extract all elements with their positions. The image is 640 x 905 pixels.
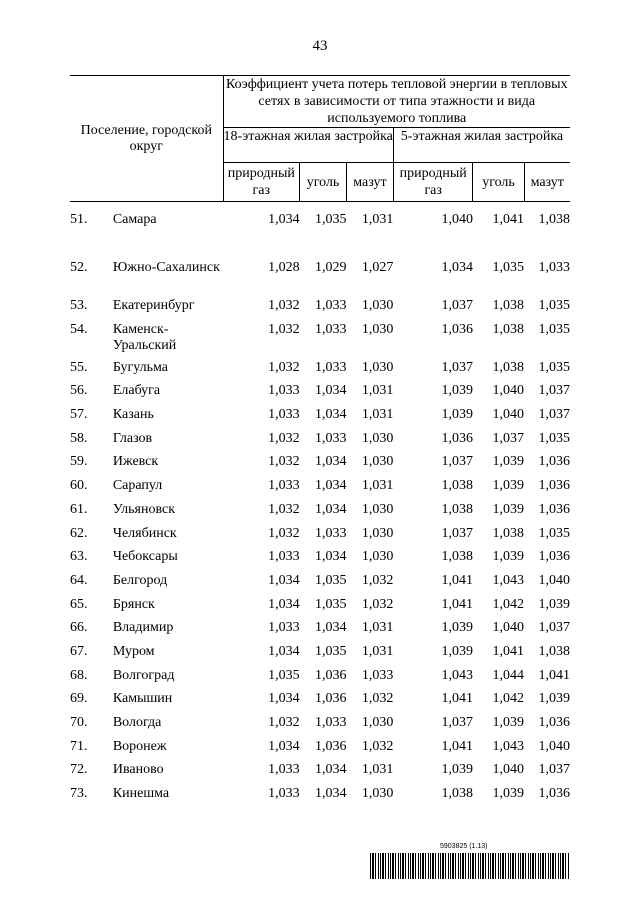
table-row xyxy=(70,597,570,621)
settlement-name: Вологда xyxy=(112,715,162,730)
row-number: 53. xyxy=(70,298,88,313)
coefficient-value: 1,034 xyxy=(314,478,347,494)
settlement-name: Ульяновск xyxy=(112,501,176,517)
settlement-name: Бугульма xyxy=(112,359,169,375)
settlement-name: Сарапул xyxy=(112,478,163,494)
settlement-name: Волгоград xyxy=(112,667,175,683)
coefficient-value: 1,030 xyxy=(361,430,394,446)
coefficient-value: 1,030 xyxy=(361,321,394,337)
coefficient-value: 1,033 xyxy=(268,786,300,802)
coefficient-value: 1,032 xyxy=(361,738,394,754)
settlement-name: Воронеж xyxy=(112,738,167,754)
row-number: 54. xyxy=(70,321,88,337)
coefficient-value: 1,034 xyxy=(314,762,347,778)
settlement-name: Кинешма xyxy=(112,786,170,802)
coefficient-value: 1,039 xyxy=(492,786,524,802)
coefficient-value: 1,034 xyxy=(314,383,347,399)
coefficient-value: 1,032 xyxy=(268,715,300,730)
group-18-floor-header: 18-этажная жилая застройка xyxy=(223,128,393,163)
coefficient-value: 1,039 xyxy=(492,549,524,565)
coefficient-value: 1,039 xyxy=(492,501,524,517)
coefficient-value: 1,041 xyxy=(538,667,570,683)
row-number: 51. xyxy=(70,212,88,227)
row-number: 73. xyxy=(70,786,88,802)
settlement-name: Самара xyxy=(112,212,157,227)
footer-code: 5903825 (1.13) xyxy=(440,843,488,850)
coefficient-value: 1,035 xyxy=(492,260,524,275)
coefficient-value: 1,033 xyxy=(314,359,347,375)
table-row xyxy=(70,383,570,407)
coefficient-value: 1,038 xyxy=(492,298,524,313)
coefficient-value: 1,038 xyxy=(492,359,524,375)
coefficient-value: 1,034 xyxy=(314,549,347,565)
coefficient-value: 1,039 xyxy=(492,478,524,494)
coefficient-value: 1,035 xyxy=(314,596,347,612)
coefficient-value: 1,036 xyxy=(314,667,347,683)
coefficient-value: 1,031 xyxy=(361,643,394,659)
coefficient-value: 1,033 xyxy=(268,762,300,778)
settlement-name: Елабуга xyxy=(112,383,161,399)
row-number: 59. xyxy=(70,454,88,470)
coefficient-value: 1,039 xyxy=(492,454,524,470)
coefficient-value: 1,034 xyxy=(268,691,300,707)
coefficient-value: 1,034 xyxy=(268,738,300,754)
coefficient-value: 1,040 xyxy=(441,212,473,227)
table-row xyxy=(70,260,570,298)
page-number: 43 xyxy=(312,38,328,54)
coefficient-value: 1,039 xyxy=(441,620,473,636)
group-5-floor-header: 5-этажная жилая застройка xyxy=(393,128,570,163)
coefficient-value: 1,038 xyxy=(441,478,473,494)
coefficient-value: 1,036 xyxy=(314,691,347,707)
coefficient-value: 1,031 xyxy=(361,620,394,636)
row-number: 62. xyxy=(70,525,88,541)
fuel-oil-header: мазут xyxy=(524,163,570,202)
coefficient-value: 1,034 xyxy=(314,454,347,470)
settlement-name: Камышин xyxy=(112,691,173,707)
coefficient-value: 1,033 xyxy=(268,549,300,565)
coefficient-value: 1,033 xyxy=(268,620,300,636)
fuel-coal-header: уголь xyxy=(300,163,347,202)
row-number: 60. xyxy=(70,478,88,494)
coefficient-value: 1,036 xyxy=(538,549,570,565)
coefficient-value: 1,030 xyxy=(361,454,394,470)
coefficient-value: 1,039 xyxy=(538,691,570,707)
coefficient-value: 1,034 xyxy=(314,501,347,517)
coefficient-table xyxy=(70,75,570,810)
table-row xyxy=(70,502,570,526)
coefficient-value: 1,036 xyxy=(314,738,347,754)
coefficient-value: 1,029 xyxy=(314,260,347,275)
coefficient-value: 1,035 xyxy=(268,667,300,683)
row-number: 70. xyxy=(70,715,88,730)
settlement-name: Челябинск xyxy=(112,525,177,541)
coefficient-value: 1,033 xyxy=(314,298,347,313)
coefficient-value: 1,030 xyxy=(361,359,394,375)
coefficient-value: 1,031 xyxy=(361,762,394,778)
coefficient-value: 1,032 xyxy=(268,321,300,337)
coefficient-value: 1,034 xyxy=(314,620,347,636)
coefficient-header: Коэффициент учета потерь тепловой энергии в тепловых сетях в зависимости от типа этажности и вида используемого топлива xyxy=(223,76,570,128)
coefficient-value: 1,040 xyxy=(492,620,524,636)
coefficient-value: 1,040 xyxy=(492,762,524,778)
coefficient-value: 1,034 xyxy=(441,260,473,275)
row-number: 55. xyxy=(70,359,88,375)
coefficient-value: 1,031 xyxy=(361,407,394,423)
coefficient-value: 1,043 xyxy=(441,667,473,683)
settlement-header: Поселение, городской округ xyxy=(70,76,223,202)
coefficient-value: 1,037 xyxy=(441,525,473,541)
coefficient-value: 1,042 xyxy=(492,691,524,707)
coefficient-value: 1,032 xyxy=(268,430,300,446)
coefficient-value: 1,032 xyxy=(268,359,300,375)
table-row xyxy=(70,298,570,322)
coefficient-value: 1,039 xyxy=(441,383,473,399)
coefficient-value: 1,034 xyxy=(314,786,347,802)
coefficient-value: 1,031 xyxy=(361,212,394,227)
coefficient-value: 1,039 xyxy=(441,407,473,423)
table-row xyxy=(70,573,570,597)
table-row xyxy=(70,322,570,360)
coefficient-value: 1,037 xyxy=(538,762,570,778)
row-number: 67. xyxy=(70,643,88,659)
coefficient-value: 1,030 xyxy=(361,501,394,517)
settlement-name: Глазов xyxy=(112,430,153,446)
coefficient-value: 1,042 xyxy=(492,596,524,612)
coefficient-value: 1,034 xyxy=(314,407,347,423)
row-number: 65. xyxy=(70,596,88,612)
coefficient-value: 1,033 xyxy=(361,667,394,683)
coefficient-value: 1,038 xyxy=(441,501,473,517)
coefficient-value: 1,035 xyxy=(538,359,570,375)
row-number: 66. xyxy=(70,620,88,636)
coefficient-value: 1,032 xyxy=(361,596,394,612)
row-number: 71. xyxy=(70,738,88,754)
coefficient-value: 1,030 xyxy=(361,298,394,313)
settlement-name: Южно-Сахалинск xyxy=(112,260,220,275)
table-row xyxy=(70,431,570,455)
coefficient-value: 1,033 xyxy=(314,430,347,446)
coefficient-value: 1,032 xyxy=(268,501,300,517)
settlement-name: Иваново xyxy=(112,762,164,778)
fuel-oil-header: мазут xyxy=(346,163,393,202)
coefficient-value: 1,033 xyxy=(314,525,347,541)
table-row xyxy=(70,478,570,502)
coefficient-value: 1,032 xyxy=(268,525,300,541)
table-row xyxy=(70,526,570,550)
barcode xyxy=(370,853,570,879)
coefficient-value: 1,040 xyxy=(538,738,570,754)
coefficient-value: 1,028 xyxy=(268,260,300,275)
coefficient-value: 1,038 xyxy=(538,212,570,227)
coefficient-value: 1,030 xyxy=(361,549,394,565)
settlement-name: Екатеринбург xyxy=(112,298,195,313)
table-row xyxy=(70,212,570,260)
table-row xyxy=(70,549,570,573)
coefficient-value: 1,030 xyxy=(361,715,394,730)
coefficient-value: 1,039 xyxy=(441,762,473,778)
table-row xyxy=(70,739,570,763)
table-row xyxy=(70,691,570,715)
coefficient-value: 1,041 xyxy=(492,212,524,227)
coefficient-value: 1,035 xyxy=(314,643,347,659)
coefficient-value: 1,037 xyxy=(441,715,473,730)
coefficient-value: 1,030 xyxy=(361,525,394,541)
table-row xyxy=(70,786,570,810)
coefficient-value: 1,040 xyxy=(538,572,570,588)
row-number: 63. xyxy=(70,549,88,565)
coefficient-value: 1,034 xyxy=(268,643,300,659)
coefficient-value: 1,039 xyxy=(492,715,524,730)
row-number: 52. xyxy=(70,260,88,275)
coefficient-value: 1,031 xyxy=(361,383,394,399)
row-number: 58. xyxy=(70,430,88,446)
coefficient-value: 1,041 xyxy=(441,691,473,707)
settlement-name: Владимир xyxy=(112,620,174,636)
coefficient-value: 1,035 xyxy=(314,212,347,227)
coefficient-value: 1,034 xyxy=(268,596,300,612)
coefficient-value: 1,036 xyxy=(441,430,473,446)
table-row xyxy=(70,360,570,384)
row-number: 68. xyxy=(70,667,88,683)
table-row xyxy=(70,644,570,668)
settlement-name: Каменск-Уральский xyxy=(112,321,177,353)
coefficient-value: 1,036 xyxy=(538,786,570,802)
table-row xyxy=(70,620,570,644)
fuel-coal-header: уголь xyxy=(473,163,524,202)
coefficient-value: 1,027 xyxy=(361,260,394,275)
coefficient-value: 1,030 xyxy=(361,786,394,802)
coefficient-value: 1,035 xyxy=(538,298,570,313)
coefficient-value: 1,032 xyxy=(361,691,394,707)
coefficient-value: 1,036 xyxy=(538,478,570,494)
coefficient-value: 1,033 xyxy=(538,260,570,275)
coefficient-value: 1,035 xyxy=(538,321,570,337)
coefficient-value: 1,037 xyxy=(441,454,473,470)
coefficient-value: 1,039 xyxy=(441,643,473,659)
coefficient-value: 1,043 xyxy=(492,738,524,754)
coefficient-value: 1,038 xyxy=(492,321,524,337)
settlement-name: Брянск xyxy=(112,596,155,612)
fuel-gas-header: природный газ xyxy=(393,163,473,202)
coefficient-value: 1,038 xyxy=(441,786,473,802)
settlement-name: Казань xyxy=(112,407,154,423)
coefficient-value: 1,034 xyxy=(268,572,300,588)
coefficient-value: 1,031 xyxy=(361,478,394,494)
coefficient-value: 1,033 xyxy=(268,407,300,423)
table-row xyxy=(70,762,570,786)
coefficient-value: 1,041 xyxy=(492,643,524,659)
coefficient-value: 1,037 xyxy=(538,620,570,636)
coefficient-value: 1,041 xyxy=(441,572,473,588)
row-number: 72. xyxy=(70,762,88,778)
table-row xyxy=(70,715,570,739)
coefficient-value: 1,033 xyxy=(268,478,300,494)
table-body xyxy=(70,202,570,810)
coefficient-value: 1,043 xyxy=(492,572,524,588)
row-number: 57. xyxy=(70,407,88,423)
coefficient-value: 1,037 xyxy=(441,298,473,313)
coefficient-value: 1,037 xyxy=(492,430,524,446)
coefficient-value: 1,034 xyxy=(268,212,300,227)
coefficient-value: 1,040 xyxy=(492,383,524,399)
table-row xyxy=(70,454,570,478)
row-number: 61. xyxy=(70,501,88,517)
coefficient-value: 1,037 xyxy=(538,407,570,423)
coefficient-value: 1,044 xyxy=(492,667,524,683)
row-number: 64. xyxy=(70,572,88,588)
coefficient-value: 1,038 xyxy=(441,549,473,565)
coefficient-value: 1,035 xyxy=(538,525,570,541)
coefficient-value: 1,032 xyxy=(361,572,394,588)
coefficient-value: 1,032 xyxy=(268,298,300,313)
row-number: 56. xyxy=(70,383,88,399)
coefficient-value: 1,038 xyxy=(538,643,570,659)
table-row xyxy=(70,407,570,431)
coefficient-value: 1,037 xyxy=(441,359,473,375)
coefficient-value: 1,036 xyxy=(538,501,570,517)
settlement-name: Ижевск xyxy=(112,454,159,470)
settlement-name: Белгород xyxy=(112,572,168,588)
coefficient-value: 1,040 xyxy=(492,407,524,423)
coefficient-value: 1,038 xyxy=(492,525,524,541)
coefficient-value: 1,033 xyxy=(268,383,300,399)
coefficient-value: 1,039 xyxy=(538,596,570,612)
table-row xyxy=(70,668,570,692)
settlement-name: Чебоксары xyxy=(112,549,178,565)
coefficient-value: 1,036 xyxy=(441,321,473,337)
coefficient-value: 1,041 xyxy=(441,738,473,754)
coefficient-value: 1,036 xyxy=(538,454,570,470)
coefficient-value: 1,033 xyxy=(314,715,347,730)
coefficient-value: 1,036 xyxy=(538,715,570,730)
row-number: 69. xyxy=(70,691,88,707)
coefficient-value: 1,035 xyxy=(314,572,347,588)
coefficient-value: 1,032 xyxy=(268,454,300,470)
fuel-gas-header: природный газ xyxy=(223,163,300,202)
coefficient-value: 1,033 xyxy=(314,321,347,337)
coefficient-value: 1,037 xyxy=(538,383,570,399)
coefficient-value: 1,041 xyxy=(441,596,473,612)
coefficient-value: 1,035 xyxy=(538,430,570,446)
settlement-name: Муром xyxy=(112,643,155,659)
